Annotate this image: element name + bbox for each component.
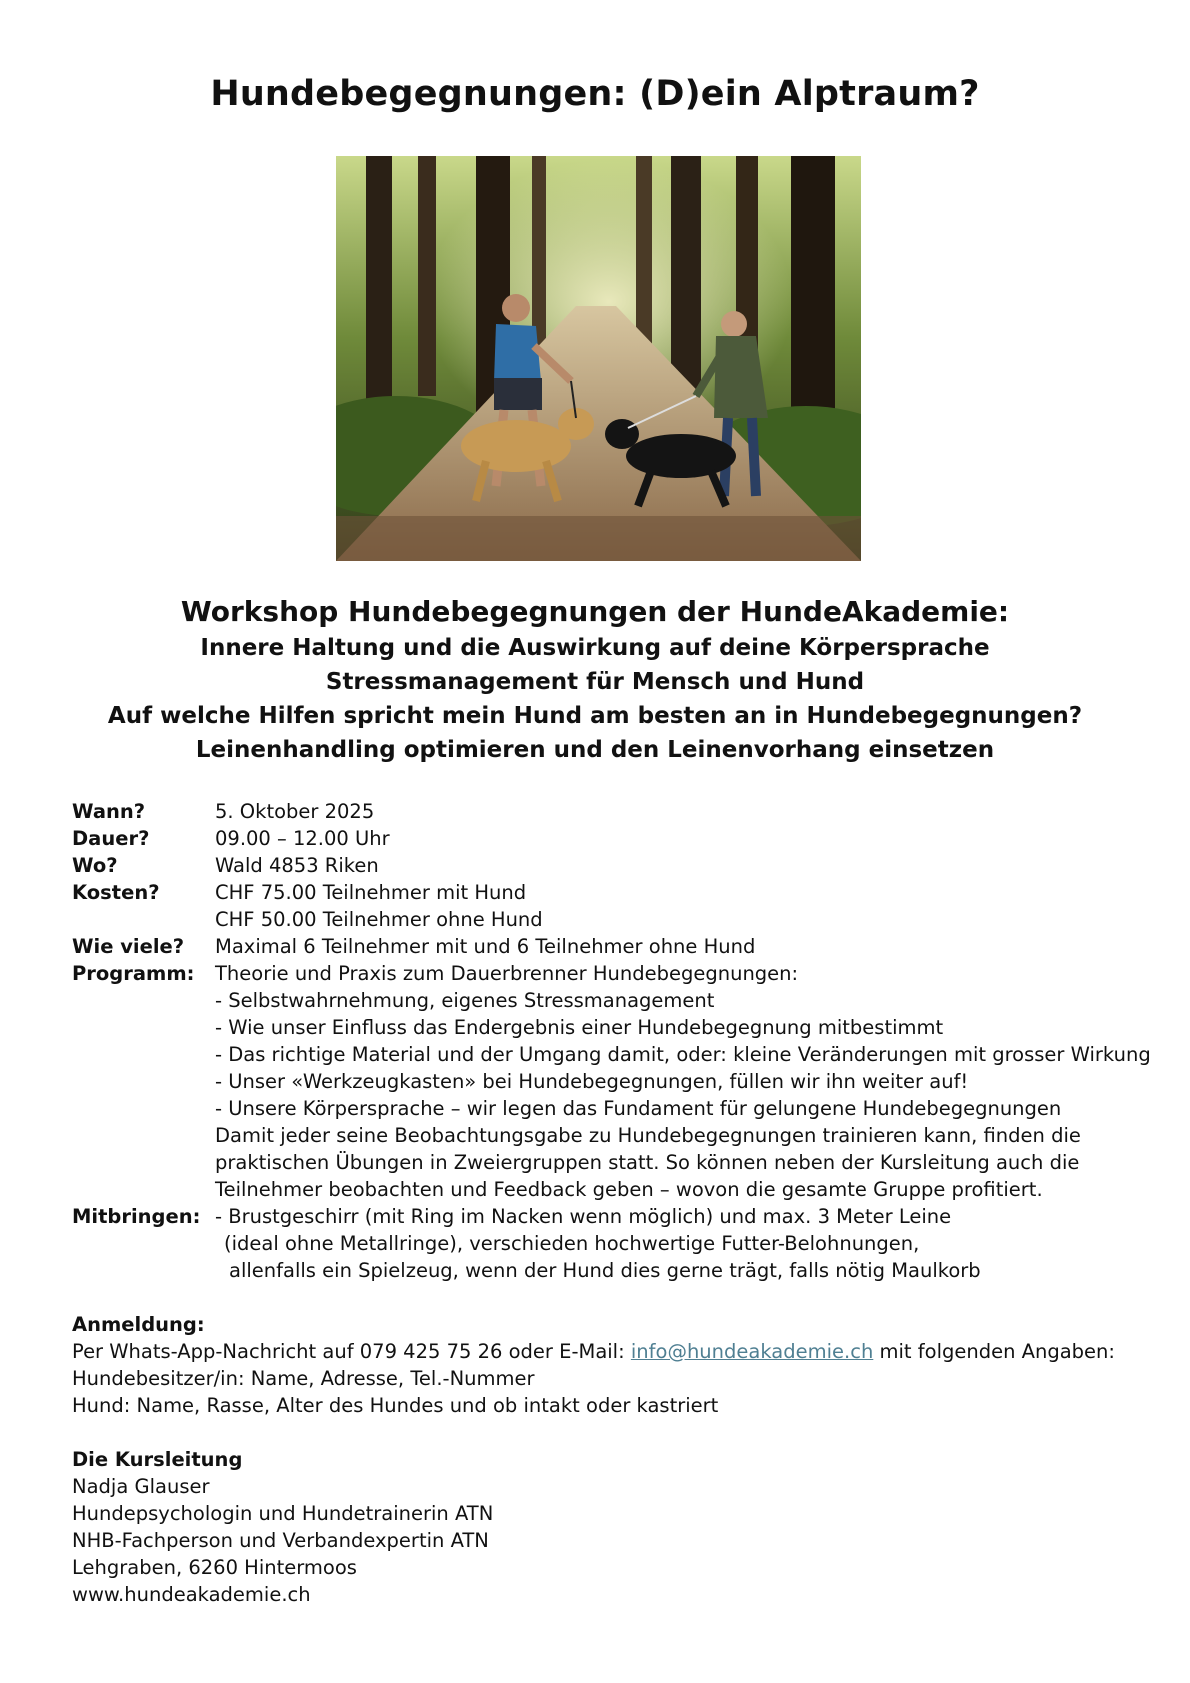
- bring-line: - Brustgeschirr (mit Ring im Nacken wenn möglich) und max. 3 Meter Leine: [215, 1205, 952, 1228]
- website: www.hundeakademie.ch: [72, 1583, 311, 1606]
- registration-text: Per Whats-App-Nachricht auf 079 425 75 26 oder E-Mail:: [72, 1340, 631, 1363]
- row-program: [72, 960, 1151, 987]
- subtitle-line: Stressmanagement für Mensch und Hund: [325, 669, 865, 695]
- row-program-item: [72, 1095, 1151, 1122]
- row-bring-3: [72, 1257, 1151, 1284]
- registration-line: [72, 1338, 1115, 1365]
- registration-heading: Anmeldung:: [72, 1313, 205, 1336]
- empty-label: [72, 1230, 215, 1257]
- empty-label: [72, 906, 215, 933]
- count-label: Wie viele?: [72, 935, 185, 958]
- program-item: - Unser «Werkzeugkasten» bei Hundebegegnungen, füllen wir ihn weiter auf!: [215, 1070, 969, 1093]
- row-count: [72, 933, 1151, 960]
- workshop-subtitle: [0, 593, 1190, 767]
- empty-label: [72, 1257, 215, 1284]
- program-intro: Theorie und Praxis zum Dauerbrenner Hundebegegnungen:: [215, 962, 799, 985]
- empty-label: [72, 1149, 215, 1176]
- row-when: [72, 798, 1151, 825]
- count-value: Maximal 6 Teilnehmer mit und 6 Teilnehmer ohne Hund: [215, 935, 756, 958]
- when-label: Wann?: [72, 800, 146, 823]
- row-program-text: [72, 1149, 1151, 1176]
- empty-label: [72, 1041, 215, 1068]
- registration-owner-info: Hundebesitzer/in: Name, Adresse, Tel.-Nummer: [72, 1367, 535, 1390]
- duration-label: Dauer?: [72, 827, 150, 850]
- registration-dog-info: Hund: Name, Rasse, Alter des Hundes und ob intakt oder kastriert: [72, 1394, 719, 1417]
- program-label: Programm:: [72, 962, 195, 985]
- subtitle-main: Workshop Hundebegegnungen der HundeAkademie:: [180, 595, 1010, 628]
- dog-encounter-photo: [336, 156, 861, 561]
- leader-qualification: Hundepsychologin und Hundetrainerin ATN: [72, 1502, 494, 1525]
- program-item: - Selbstwahrnehmung, eigenes Stressmanagement: [215, 989, 715, 1012]
- program-item: - Unsere Körpersprache – wir legen das Fundament für gelungene Hundebegegnungen: [215, 1097, 1062, 1120]
- row-program-text: [72, 1176, 1151, 1203]
- row-cost-2: [72, 906, 1151, 933]
- where-value: Wald 4853 Riken: [215, 854, 379, 877]
- row-cost: [72, 879, 1151, 906]
- program-item: - Wie unser Einfluss das Endergebnis einer Hundebegegnung mitbestimmt: [215, 1016, 944, 1039]
- cost-with-dog: CHF 75.00 Teilnehmer mit Hund: [215, 881, 527, 904]
- empty-label: [72, 1176, 215, 1203]
- registration-section: [72, 1311, 1115, 1419]
- bring-line: allenfalls ein Spielzeug, wenn der Hund dies gerne trägt, falls nötig Maulkorb: [229, 1259, 981, 1282]
- leader-address: Lehgraben, 6260 Hintermoos: [72, 1556, 357, 1579]
- row-program-item: [72, 1041, 1151, 1068]
- row-program-item: [72, 1068, 1151, 1095]
- empty-label: [72, 1014, 215, 1041]
- email-link[interactable]: info@hundeakademie.ch: [630, 1340, 874, 1363]
- row-where: [72, 852, 1151, 879]
- row-bring: [72, 1203, 1151, 1230]
- empty-label: [72, 1122, 215, 1149]
- program-text: praktischen Übungen in Zweiergruppen statt. So können neben der Kursleitung auch die: [215, 1151, 1080, 1174]
- cost-without-dog: CHF 50.00 Teilnehmer ohne Hund: [215, 908, 543, 931]
- subtitle-line: Auf welche Hilfen spricht mein Hund am besten an in Hundebegegnungen?: [107, 703, 1083, 729]
- row-bring-2: [72, 1230, 1151, 1257]
- program-text: Teilnehmer beobachten und Feedback geben – wovon die gesamte Gruppe profitiert.: [215, 1178, 1043, 1201]
- registration-text: mit folgenden Angaben:: [873, 1340, 1115, 1363]
- empty-label: [72, 1068, 215, 1095]
- details-table: [72, 798, 1151, 1284]
- where-label: Wo?: [72, 854, 118, 877]
- subtitle-line: Leinenhandling optimieren und den Leinenvorhang einsetzen: [195, 737, 995, 763]
- row-program-item: [72, 987, 1151, 1014]
- subtitle-line: Innere Haltung und die Auswirkung auf deine Körpersprache: [200, 635, 990, 661]
- leader-qualification: NHB-Fachperson und Verbandexpertin ATN: [72, 1529, 489, 1552]
- empty-label: [72, 1095, 215, 1122]
- leader-name: Nadja Glauser: [72, 1475, 210, 1498]
- leadership-heading: Die Kursleitung: [72, 1448, 243, 1471]
- leadership-section: [72, 1446, 493, 1608]
- when-value: 5. Oktober 2025: [215, 800, 375, 823]
- bring-label: Mitbringen:: [72, 1205, 201, 1228]
- row-program-item: [72, 1014, 1151, 1041]
- page-title: Hundebegegnungen: (D)ein Alptraum?: [210, 74, 980, 114]
- empty-label: [72, 987, 215, 1014]
- program-text: Damit jeder seine Beobachtungsgabe zu Hundebegegnungen trainieren kann, finden die: [215, 1124, 1081, 1147]
- bring-line: (ideal ohne Metallringe), verschieden hochwertige Futter-Belohnungen,: [224, 1232, 920, 1255]
- row-program-text: [72, 1122, 1151, 1149]
- duration-value: 09.00 – 12.00 Uhr: [215, 827, 390, 850]
- cost-label: Kosten?: [72, 881, 160, 904]
- program-item: - Das richtige Material und der Umgang damit, oder: kleine Veränderungen mit grosser Wirkung: [215, 1043, 1151, 1066]
- row-duration: [72, 825, 1151, 852]
